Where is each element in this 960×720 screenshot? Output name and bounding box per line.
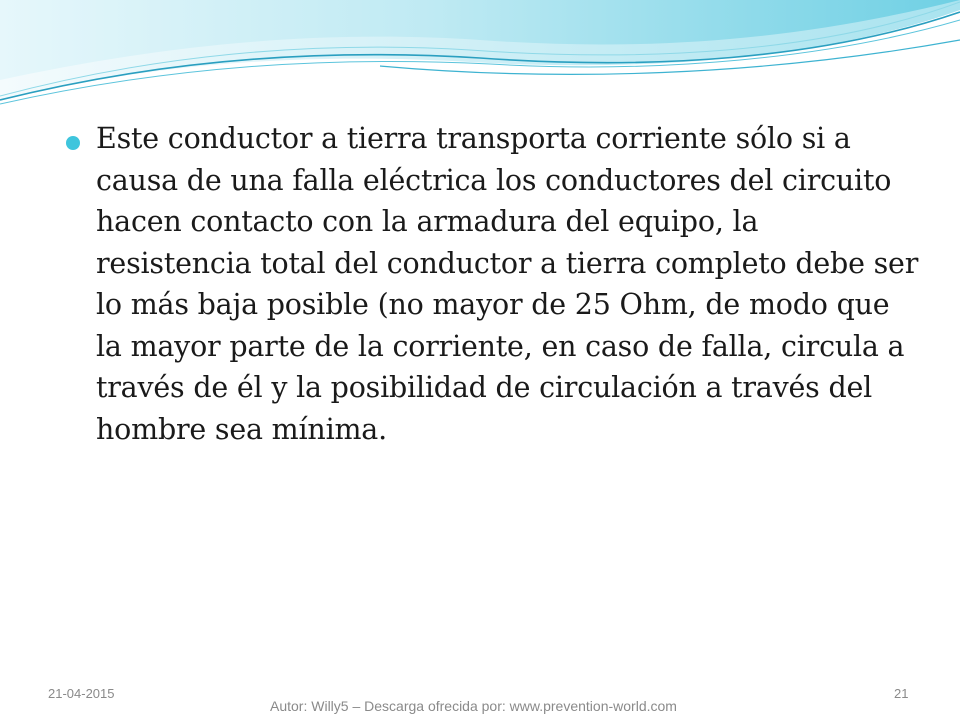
footer-date: 21-04-2015 bbox=[48, 686, 115, 701]
slide-content bbox=[66, 118, 922, 450]
page-number: 21 bbox=[894, 686, 909, 701]
bullet-text: Este conductor a tierra transporta corriente sólo si a causa de una falla eléctrica los conductores del circuito hacen contacto con la armadura del equipo, la resistencia total del conductor a tierra completo debe ser lo más baja posible (no mayor de 25 Ohm, de modo que la mayor parte de la corriente, en caso de falla, circula a través de él y la posibilidad de circulación a través del hombre sea mínima. bbox=[96, 122, 919, 446]
footer-credit: Autor: Willy5 – Descarga ofrecida por: www.prevention-world.com bbox=[270, 698, 677, 714]
bullet-dot-icon bbox=[66, 136, 80, 150]
bullet-item bbox=[66, 118, 922, 450]
header-wave-decoration bbox=[0, 0, 960, 120]
